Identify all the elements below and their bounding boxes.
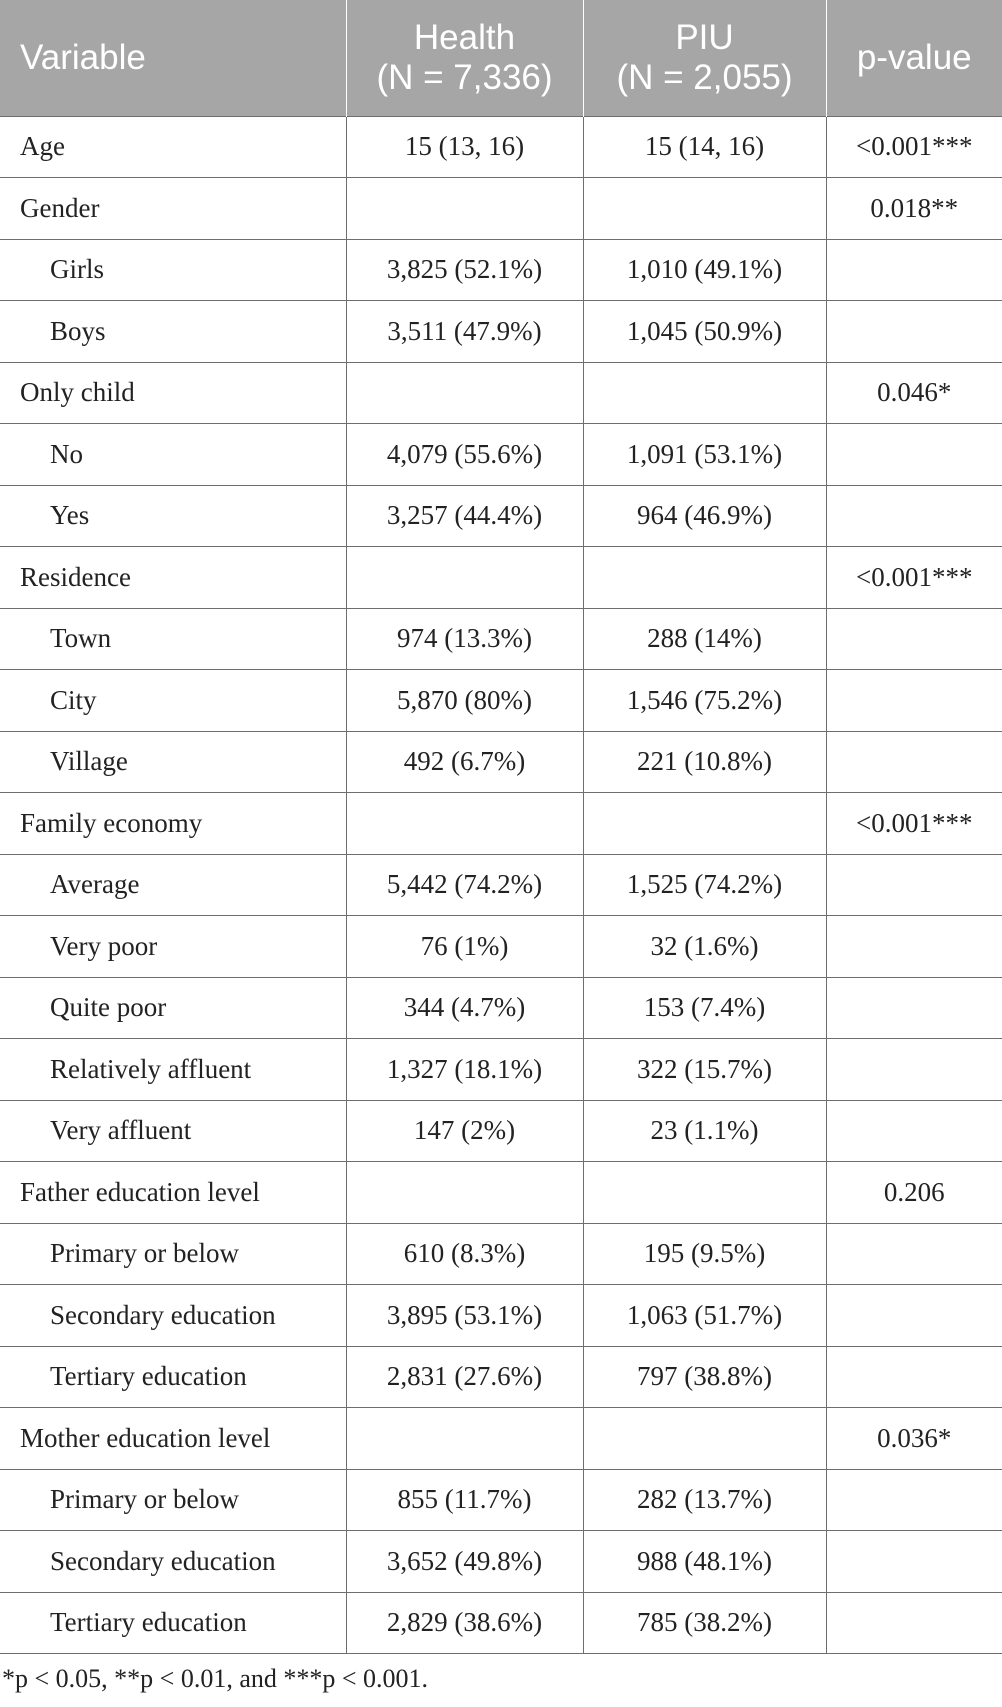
table-row (0, 1592, 1002, 1654)
table-row (0, 485, 1002, 547)
piu-cell: 282 (13.7%) (583, 1469, 826, 1531)
pvalue-cell (826, 301, 1002, 363)
variable-cell: Village (0, 731, 346, 793)
piu-cell: 15 (14, 16) (583, 116, 826, 178)
health-cell: 3,652 (49.8%) (346, 1531, 583, 1593)
variable-cell: Relatively affluent (0, 1039, 346, 1101)
variable-cell: Boys (0, 301, 346, 363)
piu-cell (583, 178, 826, 240)
variable-cell: Secondary education (0, 1285, 346, 1347)
piu-cell (583, 362, 826, 424)
header-health (346, 0, 583, 116)
health-cell: 974 (13.3%) (346, 608, 583, 670)
health-cell: 610 (8.3%) (346, 1223, 583, 1285)
health-cell: 2,829 (38.6%) (346, 1592, 583, 1654)
health-cell (346, 1162, 583, 1224)
health-cell (346, 178, 583, 240)
piu-cell: 153 (7.4%) (583, 977, 826, 1039)
table-row (0, 178, 1002, 240)
header-health-n: (N = 7,336) (376, 57, 553, 97)
piu-cell: 1,525 (74.2%) (583, 854, 826, 916)
pvalue-cell (826, 854, 1002, 916)
health-cell: 492 (6.7%) (346, 731, 583, 793)
table-row (0, 1408, 1002, 1470)
pvalue-cell (826, 1469, 1002, 1531)
variable-cell: Residence (0, 547, 346, 609)
variable-cell: Average (0, 854, 346, 916)
pvalue-cell: <0.001*** (826, 793, 1002, 855)
table-row (0, 547, 1002, 609)
variable-cell: Tertiary education (0, 1346, 346, 1408)
health-cell: 15 (13, 16) (346, 116, 583, 178)
table-row (0, 608, 1002, 670)
table-row (0, 239, 1002, 301)
pvalue-cell (826, 608, 1002, 670)
health-cell: 3,511 (47.9%) (346, 301, 583, 363)
variable-cell: Primary or below (0, 1469, 346, 1531)
health-cell: 2,831 (27.6%) (346, 1346, 583, 1408)
table-row (0, 1039, 1002, 1101)
pvalue-cell (826, 1100, 1002, 1162)
variable-cell: Father education level (0, 1162, 346, 1224)
pvalue-cell (826, 670, 1002, 732)
piu-cell (583, 793, 826, 855)
variable-cell: Yes (0, 485, 346, 547)
pvalue-cell (826, 1223, 1002, 1285)
piu-cell: 785 (38.2%) (583, 1592, 826, 1654)
piu-cell: 288 (14%) (583, 608, 826, 670)
piu-cell: 221 (10.8%) (583, 731, 826, 793)
table-footnote: *p < 0.05, **p < 0.01, and ***p < 0.001. (2, 1664, 429, 1693)
table-row (0, 1100, 1002, 1162)
piu-cell: 32 (1.6%) (583, 916, 826, 978)
piu-cell: 322 (15.7%) (583, 1039, 826, 1101)
pvalue-cell (826, 1346, 1002, 1408)
variable-cell: Town (0, 608, 346, 670)
health-cell: 855 (11.7%) (346, 1469, 583, 1531)
table-row (0, 1531, 1002, 1593)
pvalue-cell (826, 916, 1002, 978)
health-cell: 76 (1%) (346, 916, 583, 978)
variable-cell: Primary or below (0, 1223, 346, 1285)
header-piu-n: (N = 2,055) (616, 57, 793, 97)
health-cell (346, 1408, 583, 1470)
health-cell: 5,442 (74.2%) (346, 854, 583, 916)
piu-cell (583, 547, 826, 609)
piu-cell: 1,063 (51.7%) (583, 1285, 826, 1347)
pvalue-cell (826, 731, 1002, 793)
pvalue-cell: 0.046* (826, 362, 1002, 424)
piu-cell: 1,546 (75.2%) (583, 670, 826, 732)
table-row (0, 670, 1002, 732)
table-row (0, 1223, 1002, 1285)
health-cell (346, 547, 583, 609)
pvalue-cell: 0.206 (826, 1162, 1002, 1224)
variable-cell: Quite poor (0, 977, 346, 1039)
variable-cell: Very poor (0, 916, 346, 978)
header-health-name: Health (413, 17, 516, 57)
pvalue-cell (826, 485, 1002, 547)
table-row (0, 362, 1002, 424)
pvalue-cell (826, 1285, 1002, 1347)
header-piu (583, 0, 826, 116)
piu-cell: 988 (48.1%) (583, 1531, 826, 1593)
table-row (0, 1285, 1002, 1347)
table-row (0, 116, 1002, 178)
table-row (0, 916, 1002, 978)
variable-cell: Age (0, 116, 346, 178)
health-cell (346, 362, 583, 424)
variable-cell: Very affluent (0, 1100, 346, 1162)
piu-cell: 1,091 (53.1%) (583, 424, 826, 486)
health-cell: 344 (4.7%) (346, 977, 583, 1039)
table-row (0, 1162, 1002, 1224)
table-row (0, 1469, 1002, 1531)
pvalue-cell (826, 1592, 1002, 1654)
header-variable: Variable (0, 0, 346, 116)
variable-cell: Secondary education (0, 1531, 346, 1593)
health-cell (346, 793, 583, 855)
pvalue-cell: 0.018** (826, 178, 1002, 240)
health-cell: 3,895 (53.1%) (346, 1285, 583, 1347)
table-row (0, 854, 1002, 916)
piu-cell: 797 (38.8%) (583, 1346, 826, 1408)
piu-cell: 1,045 (50.9%) (583, 301, 826, 363)
piu-cell (583, 1408, 826, 1470)
variable-cell: Mother education level (0, 1408, 346, 1470)
table-row (0, 1346, 1002, 1408)
pvalue-cell: <0.001*** (826, 547, 1002, 609)
header-piu-name: PIU (675, 17, 734, 57)
table-header (0, 0, 1002, 116)
header-pvalue: p-value (826, 0, 1002, 116)
health-cell: 147 (2%) (346, 1100, 583, 1162)
variable-cell: Gender (0, 178, 346, 240)
variable-cell: Only child (0, 362, 346, 424)
table-row (0, 301, 1002, 363)
piu-cell: 964 (46.9%) (583, 485, 826, 547)
health-cell: 3,257 (44.4%) (346, 485, 583, 547)
pvalue-cell (826, 239, 1002, 301)
health-cell: 1,327 (18.1%) (346, 1039, 583, 1101)
pvalue-cell (826, 1531, 1002, 1593)
variable-cell: No (0, 424, 346, 486)
pvalue-cell (826, 977, 1002, 1039)
table-row (0, 793, 1002, 855)
health-cell: 5,870 (80%) (346, 670, 583, 732)
table-body (0, 116, 1002, 1654)
health-cell: 4,079 (55.6%) (346, 424, 583, 486)
piu-cell: 23 (1.1%) (583, 1100, 826, 1162)
variable-cell: Tertiary education (0, 1592, 346, 1654)
pvalue-cell (826, 1039, 1002, 1101)
pvalue-cell: 0.036* (826, 1408, 1002, 1470)
variable-cell: Girls (0, 239, 346, 301)
piu-cell: 195 (9.5%) (583, 1223, 826, 1285)
table-row (0, 424, 1002, 486)
table-row (0, 977, 1002, 1039)
piu-cell (583, 1162, 826, 1224)
header-row (0, 0, 1002, 116)
piu-cell: 1,010 (49.1%) (583, 239, 826, 301)
pvalue-cell (826, 424, 1002, 486)
variable-cell: Family economy (0, 793, 346, 855)
table-row (0, 731, 1002, 793)
pvalue-cell: <0.001*** (826, 116, 1002, 178)
health-cell: 3,825 (52.1%) (346, 239, 583, 301)
variable-cell: City (0, 670, 346, 732)
